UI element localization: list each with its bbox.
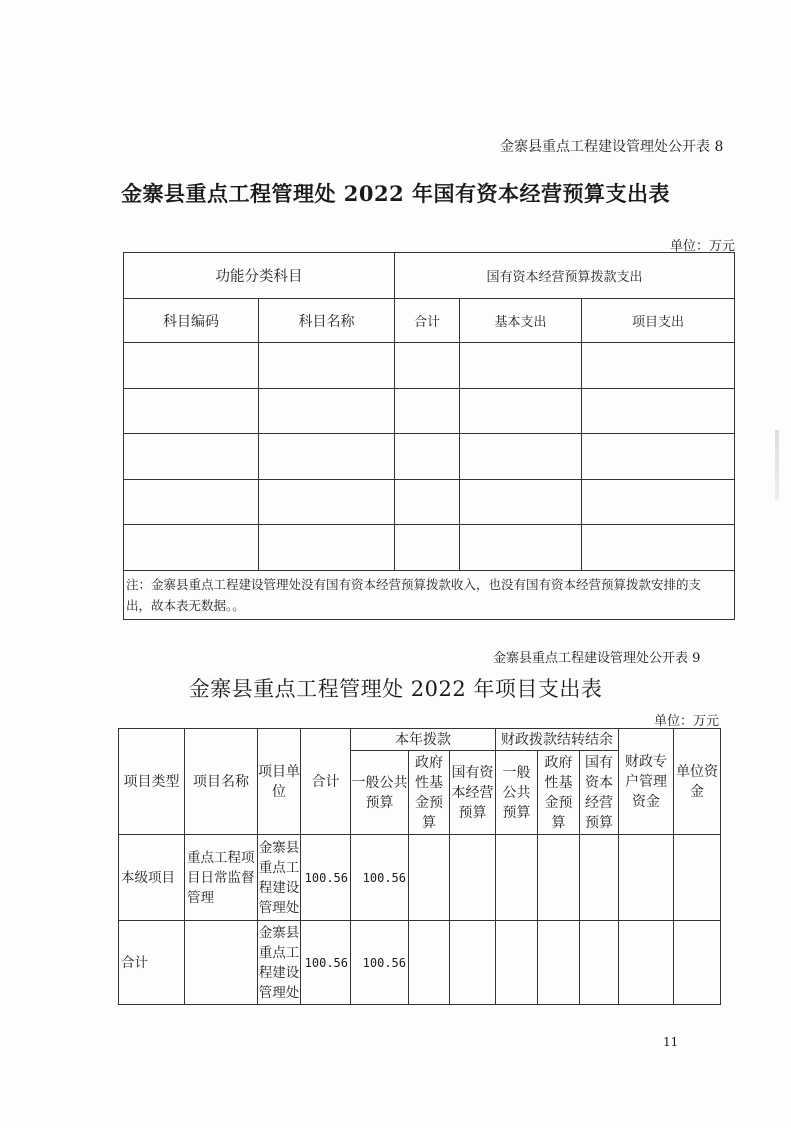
cell-project-unit: 金寨县重点工程建设管理处: [258, 921, 301, 1005]
table-row: [124, 343, 735, 389]
cell-project-type: 合计: [119, 921, 185, 1005]
cell-total: 100.56: [301, 921, 351, 1005]
scan-edge-mark: [775, 430, 779, 500]
col-basic-expenditure: 基本支出: [460, 299, 582, 343]
table-row: [119, 921, 721, 1005]
table8-label: 金寨县重点工程建设管理处公开表 8: [500, 139, 724, 155]
header-carryover-balance: 财政拨款结转结余: [496, 729, 619, 751]
col-project-expenditure: 项目支出: [582, 299, 735, 343]
cell-project-type: 本级项目: [119, 835, 185, 921]
col-unit-funds: 单位资金: [674, 729, 721, 835]
table9-unit: 单位：万元: [653, 714, 719, 729]
table8-unit: 单位：万元: [669, 239, 735, 254]
col-project-name: 项目名称: [185, 729, 258, 835]
cell-total: 100.56: [301, 835, 351, 921]
table-row: [124, 480, 735, 525]
cell-project-name: 重点工程项目日常监督管理: [185, 835, 258, 921]
cell-general-public-budget: 100.56: [351, 921, 409, 1005]
table-row: [119, 835, 721, 921]
header-state-capital-appropriation: 国有资本经营预算拨款支出: [395, 253, 735, 299]
col-carry-government-fund-budget: 政府性基金预算: [538, 751, 580, 835]
state-capital-expenditure-table: [123, 252, 735, 620]
cell-project-unit: 金寨县重点工程建设管理处: [258, 835, 301, 921]
project-expenditure-table: [118, 728, 721, 1005]
col-carry-general-public-budget: 一般公共预算: [496, 751, 538, 835]
col-project-unit: 项目单位: [258, 729, 301, 835]
table9-title: 金寨县重点工程管理处 2022 年项目支出表: [188, 677, 603, 701]
table-row: [124, 434, 735, 480]
cell-general-public-budget: 100.56: [351, 835, 409, 921]
col-general-public-budget: 一般公共预算: [351, 751, 409, 835]
table9-label: 金寨县重点工程建设管理处公开表 9: [493, 651, 701, 666]
col-government-fund-budget: 政府性基金预算: [409, 751, 450, 835]
table8-title: 金寨县重点工程管理处 2022 年国有资本经营预算支出表: [120, 181, 671, 206]
page-number: 11: [663, 1035, 679, 1049]
cell-project-name: [185, 921, 258, 1005]
table-row: [124, 389, 735, 434]
col-special-account-funds: 财政专户管理资金: [619, 729, 674, 835]
col-state-capital-budget: 国有资本经营预算: [450, 751, 496, 835]
col-subject-code: 科目编码: [124, 299, 259, 343]
col-carry-state-capital-budget: 国有资本经营预算: [580, 751, 619, 835]
col-subject-name: 科目名称: [259, 299, 395, 343]
table-row: [124, 525, 735, 571]
header-functional-category: 功能分类科目: [124, 253, 395, 299]
col-total: 合计: [395, 299, 460, 343]
col-project-type: 项目类型: [119, 729, 185, 835]
col-total: 合计: [301, 729, 351, 835]
header-current-year-appropriation: 本年拨款: [351, 729, 496, 751]
table8-note: 注：金寨县重点工程建设管理处没有国有资本经营预算拨款收入，也没有国有资本经营预算拨款安排的支 出，故本表无数据。。: [124, 571, 735, 620]
